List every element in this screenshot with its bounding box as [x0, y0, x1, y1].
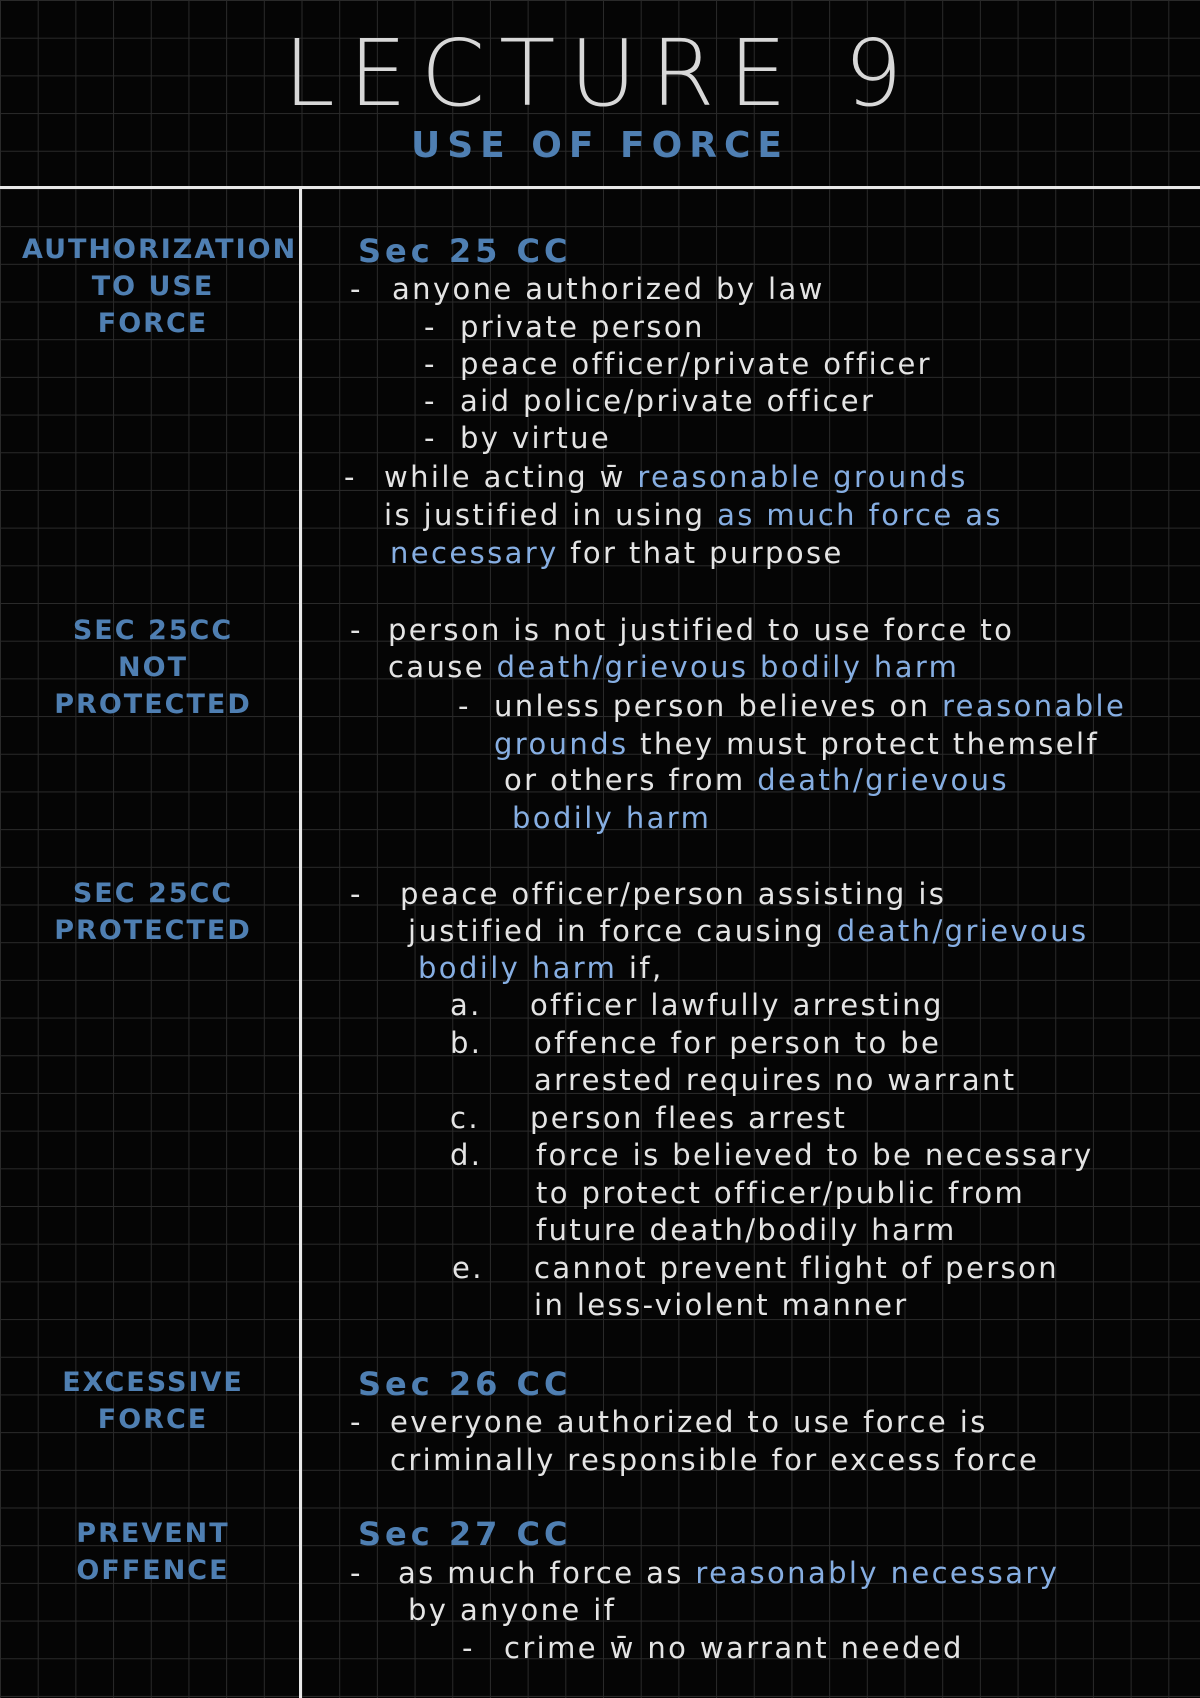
- note-line: criminally responsible for excess force: [390, 1443, 1040, 1477]
- highlight-text: death/grievous bodily harm: [496, 650, 960, 684]
- highlight-text: death/grievous: [836, 914, 1089, 948]
- section-label-prevent-offence: PREVENT OFFENCE: [76, 1518, 230, 1586]
- note-line: - anyone authorized by law: [350, 272, 825, 306]
- note-line: - while acting w̄ reasonable grounds: [344, 460, 968, 494]
- list-marker: e.: [452, 1251, 484, 1285]
- bullet-marker: -: [350, 1556, 363, 1590]
- bullet-marker: -: [344, 460, 357, 494]
- note-line: - by virtue: [424, 421, 612, 455]
- highlight-text: bodily harm: [512, 801, 712, 835]
- section-label-protected: SEC 25CC PROTECTED: [54, 878, 252, 946]
- section-heading-sec-27: Sec 27 CC: [358, 1515, 572, 1553]
- note-line: in less-violent manner: [534, 1288, 909, 1322]
- list-marker: d.: [450, 1138, 483, 1172]
- highlight-text: bodily harm: [418, 951, 618, 985]
- bullet-marker: -: [462, 1631, 475, 1665]
- section-label-not-protected: SEC 25CC NOT PROTECTED: [54, 615, 252, 720]
- note-line: - person is not justified to use force to: [350, 613, 1015, 647]
- note-line: by anyone if: [408, 1593, 617, 1627]
- section-heading-sec-26: Sec 26 CC: [358, 1365, 572, 1403]
- note-line: - peace officer/person assisting is: [350, 877, 947, 911]
- note-line: a. officer lawfully arresting: [450, 988, 944, 1022]
- header-divider: [0, 186, 1200, 189]
- note-line: - crime w̄ no warrant needed: [462, 1631, 964, 1665]
- bullet-marker: -: [424, 384, 437, 418]
- page-subtitle: USE OF FORCE: [411, 125, 789, 166]
- note-line: arrested requires no warrant: [534, 1063, 1017, 1097]
- note-line: justified in force causing death/grievous: [408, 914, 1089, 948]
- note-line: or others from death/grievous: [504, 763, 1009, 797]
- note-line: - unless person believes on reasonable: [458, 689, 1127, 723]
- note-line: future death/bodily harm: [536, 1213, 957, 1247]
- note-line: - everyone authorized to use force is: [350, 1405, 988, 1439]
- highlight-text: reasonably necessary: [695, 1556, 1060, 1590]
- list-marker: a.: [450, 988, 482, 1022]
- highlight-text: grounds: [494, 727, 629, 761]
- note-line: necessary for that purpose: [390, 536, 844, 570]
- bullet-marker: -: [424, 421, 437, 455]
- highlight-text: death/grievous: [757, 763, 1009, 797]
- highlight-text: as much force as: [717, 498, 1003, 532]
- note-line: grounds they must protect themself: [494, 727, 1100, 761]
- bullet-marker: -: [350, 613, 363, 647]
- note-line: - as much force as reasonably necessary: [350, 1556, 1060, 1590]
- note-line: - peace officer/private officer: [424, 347, 933, 381]
- note-line: d. force is believed to be necessary: [450, 1138, 1094, 1172]
- note-line: e. cannot prevent flight of person: [452, 1251, 1059, 1285]
- list-marker: c.: [450, 1101, 480, 1135]
- bullet-marker: -: [350, 1405, 363, 1439]
- highlight-text: reasonable grounds: [637, 460, 968, 494]
- bullet-marker: -: [424, 347, 437, 381]
- highlight-text: reasonable: [942, 689, 1127, 723]
- bullet-marker: -: [424, 310, 437, 344]
- note-line: c. person flees arrest: [450, 1101, 848, 1135]
- list-marker: b.: [450, 1026, 483, 1060]
- bullet-marker: -: [458, 689, 471, 723]
- bullet-marker: -: [350, 272, 363, 306]
- section-heading-sec-25: Sec 25 CC: [358, 232, 572, 270]
- note-line: cause death/grievous bodily harm: [388, 650, 960, 684]
- section-label-authorization: AUTHORIZATION TO USE FORCE: [22, 234, 298, 339]
- page-title: LECTURE 9: [283, 20, 917, 127]
- note-line: bodily harm if,: [418, 951, 664, 985]
- highlight-text: necessary: [390, 536, 559, 570]
- note-line: - private person: [424, 310, 705, 344]
- note-line: - aid police/private officer: [424, 384, 876, 418]
- column-divider: [299, 188, 302, 1698]
- note-line: to protect officer/public from: [536, 1176, 1026, 1210]
- note-line: b. offence for person to be: [450, 1026, 942, 1060]
- section-label-excessive-force: EXCESSIVE FORCE: [62, 1367, 244, 1435]
- note-line: [512, 800, 711, 837]
- bullet-marker: -: [350, 877, 363, 911]
- note-line: is justified in using as much force as: [384, 498, 1003, 532]
